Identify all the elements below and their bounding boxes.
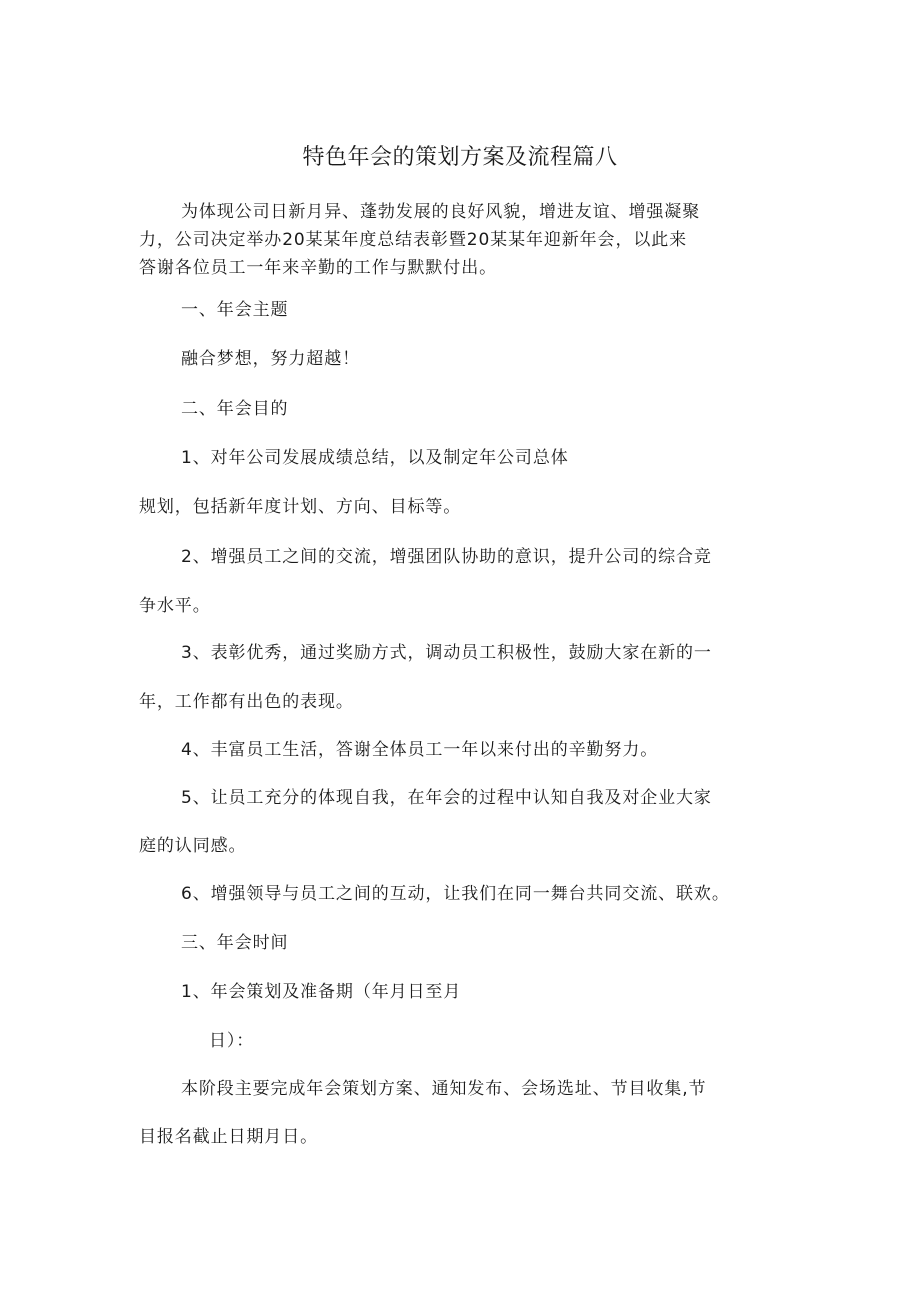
time-item-1-line-2: 日）： xyxy=(209,1031,255,1051)
purpose-item-4: 4、丰富员工生活，答谢全体员工一年以来付出的辛勤努力。 xyxy=(181,740,659,760)
intro-line-3: 答谢各位员工一年来辛勤的工作与默默付出。 xyxy=(139,258,497,278)
purpose-item-1-line-2: 规划，包括新年度计划、方向、目标等。 xyxy=(139,497,462,517)
purpose-item-1-line-1: 1、对年公司发展成绩总结，以及制定年公司总体 xyxy=(181,448,569,468)
purpose-item-2-line-1: 2、增强员工之间的交流，增强团队协助的意识，提升公司的综合竞 xyxy=(181,547,712,567)
purpose-item-5-line-2: 庭的认同感。 xyxy=(139,836,247,856)
intro-line-2: 力，公司决定举办20某某年度总结表彰暨20某某年迎新年会，以此来 xyxy=(139,230,688,250)
section-heading-theme: 一、年会主题 xyxy=(181,300,289,320)
purpose-item-5-line-1: 5、让员工充分的体现自我，在年会的过程中认知自我及对企业大家 xyxy=(181,788,712,808)
section-heading-time: 三、年会时间 xyxy=(181,933,289,953)
theme-text: 融合梦想，努力超越！ xyxy=(181,349,360,369)
purpose-item-2-line-2: 争水平。 xyxy=(139,596,211,616)
document-title: 特色年会的策划方案及流程篇八 xyxy=(302,145,618,170)
intro-line-1: 为体现公司日新月异、蓬勃发展的良好风貌，增进友谊、增强凝聚 xyxy=(181,202,701,222)
time-item-1-line-1: 1、年会策划及准备期（年月日至月 xyxy=(181,982,462,1002)
section-heading-purpose: 二、年会目的 xyxy=(181,399,289,419)
purpose-item-3-line-1: 3、表彰优秀，通过奖励方式，调动员工积极性，鼓励大家在新的一 xyxy=(181,643,712,663)
purpose-item-3-line-2: 年，工作都有出色的表现。 xyxy=(139,692,354,712)
purpose-item-6: 6、增强领导与员工之间的互动，让我们在同一舞台共同交流、联欢。 xyxy=(181,884,730,904)
stage-description-line-1: 本阶段主要完成年会策划方案、通知发布、会场选址、节目收集,节 xyxy=(181,1079,707,1099)
stage-description-line-2: 目报名截止日期月日。 xyxy=(139,1127,318,1147)
